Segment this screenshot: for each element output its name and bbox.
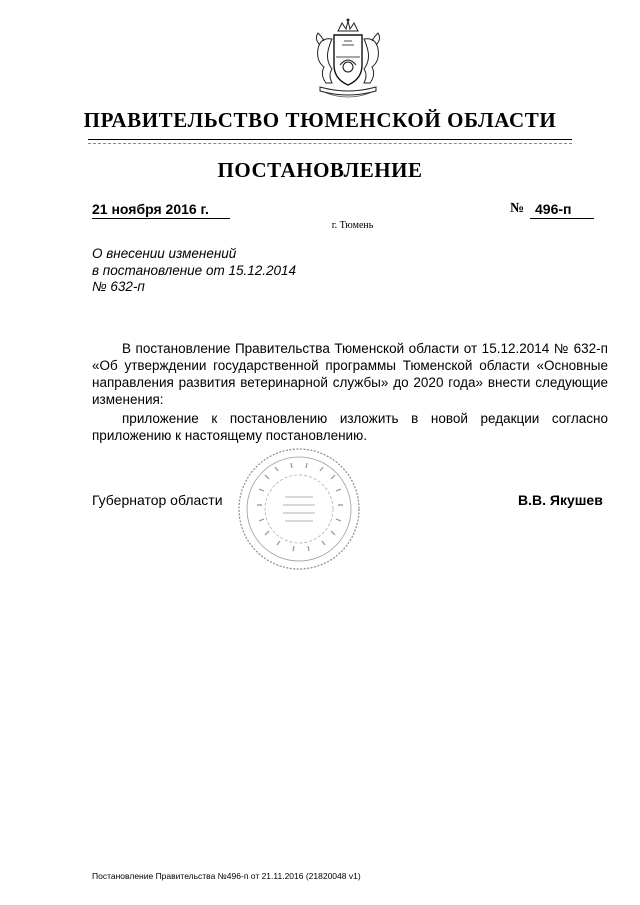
document-number-sign: № <box>510 201 525 216</box>
document-type-heading: ПОСТАНОВЛЕНИЕ <box>217 158 423 182</box>
signer-name: В.В. Якушев <box>518 492 603 508</box>
subject-line-1: О внесении изменений <box>92 246 237 261</box>
signer-position: Губернатор области <box>92 492 223 508</box>
footer-note: Постановление Правительства №496-п от 21.11.2016 (21820048 v1) <box>92 871 361 881</box>
document-city: г. Тюмень <box>331 220 374 231</box>
document-date: 21 ноября 2016 г. <box>92 201 209 217</box>
number-underline <box>530 218 594 219</box>
title-divider <box>88 139 572 140</box>
title-divider-secondary <box>88 143 572 144</box>
date-underline <box>92 218 230 219</box>
subject-line-2: в постановление от 15.12.2014 <box>92 263 297 278</box>
organization-title: ПРАВИТЕЛЬСТВО ТЮМЕНСКОЙ ОБЛАСТИ <box>83 108 557 132</box>
document-number: 496-п <box>535 201 572 217</box>
tyumen-coat-of-arms-icon <box>302 17 394 103</box>
subject-line-3: № 632-п <box>92 279 145 294</box>
round-seal-stamp-icon <box>235 445 363 573</box>
body-paragraph-2: приложение к постановлению изложить в новой редакции согласно приложению к настоящему постановлению. <box>92 411 608 443</box>
body-paragraph-1: В постановление Правительства Тюменской области от 15.12.2014 № 632-п «Об утверждении государственной программы Тюменской области «Основные направления развития ветеринарной службы» до 2020 года» внести следующие изменения: <box>92 341 608 407</box>
